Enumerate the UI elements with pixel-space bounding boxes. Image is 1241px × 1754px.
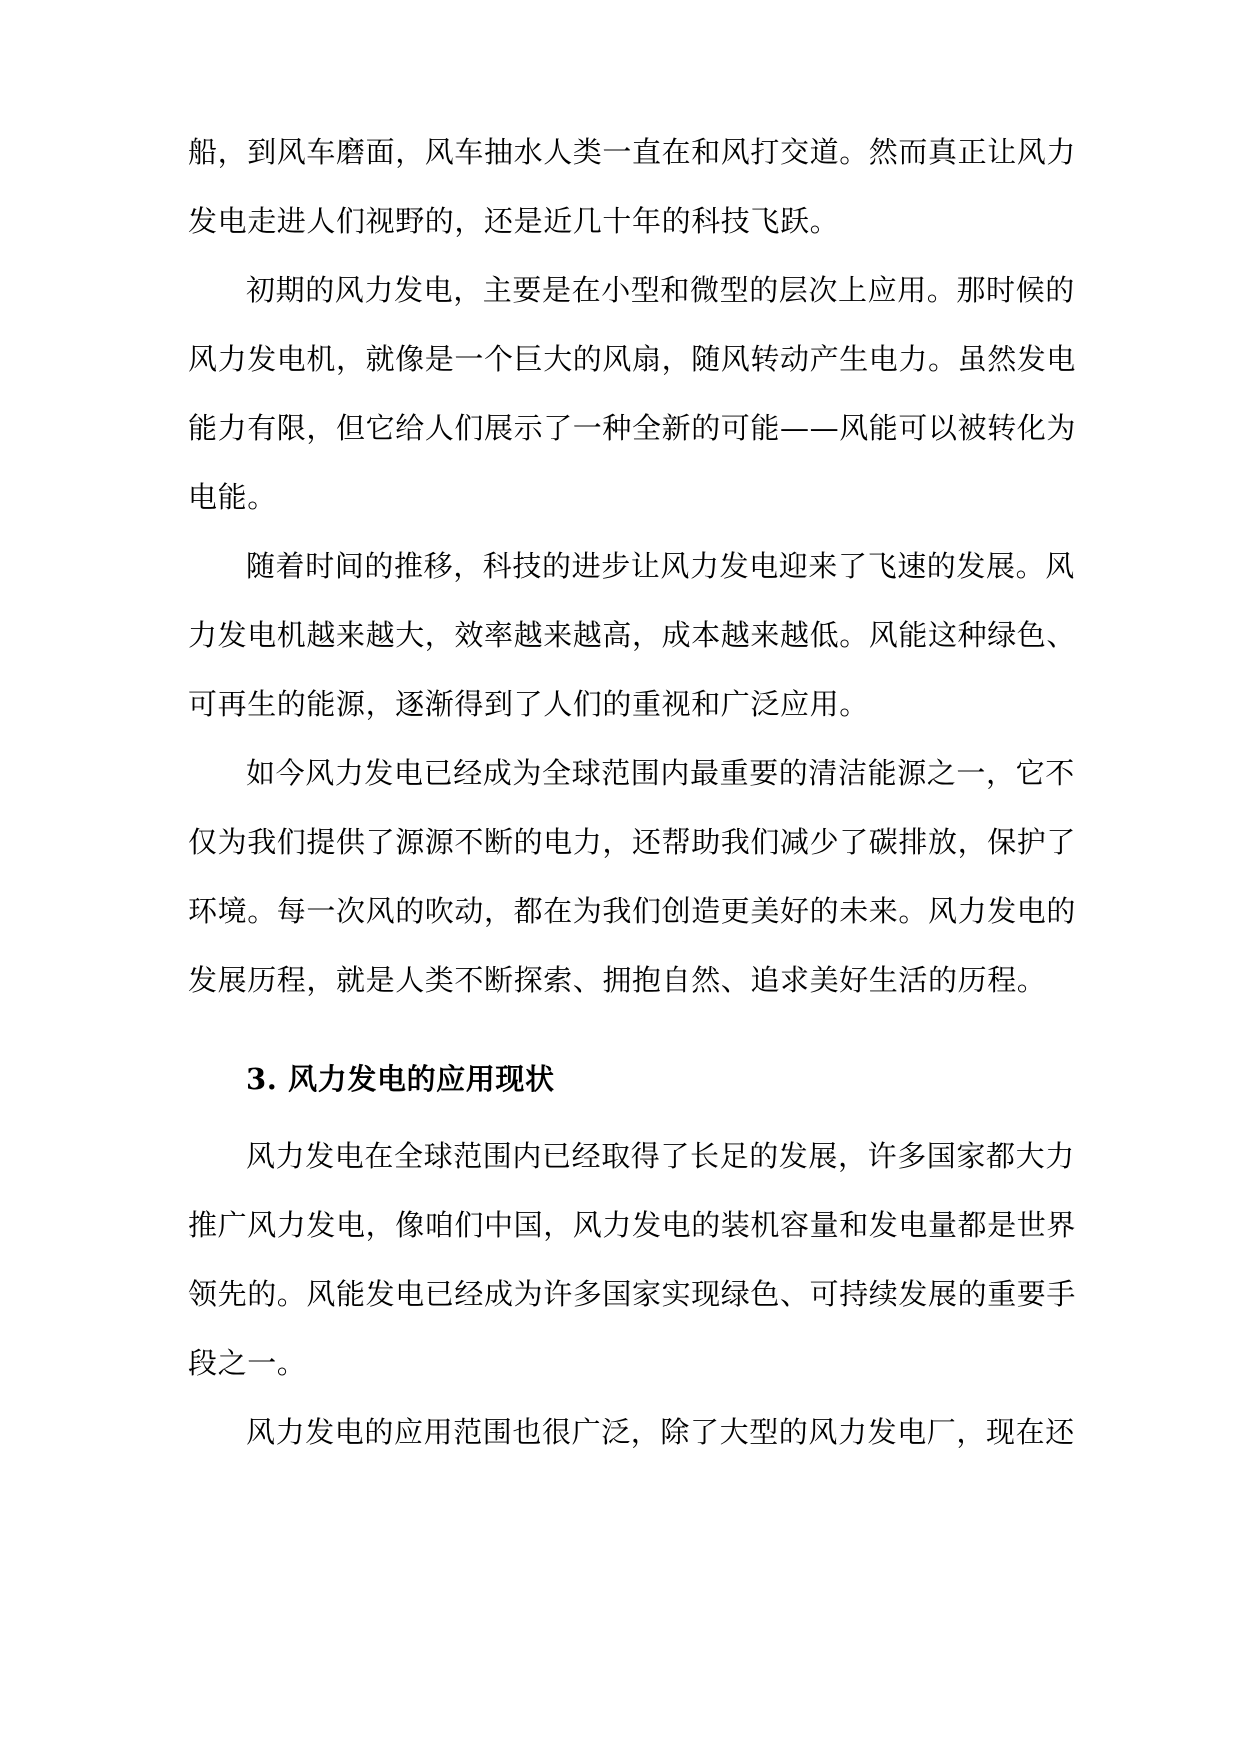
paragraph-line: 可再生的能源，逐渐得到了人们的重视和广泛应用。 [188,687,869,721]
paragraph-line: 领先的。风能发电已经成为许多国家实现绿色、可持续发展的重要手 [188,1277,1077,1311]
paragraph-line: 段之一。 [188,1346,307,1380]
paragraph-line: 初期的风力发电，主要是在小型和微型的层次上应用。那时候的 [246,273,1075,307]
paragraph-line: 如今风力发电已经成为全球范围内最重要的清洁能源之一，它不 [246,756,1075,790]
section-heading: 3. 风力发电的应用现状 [246,1062,555,1096]
paragraph-line: 环境。每一次风的吹动，都在为我们创造更美好的未来。风力发电的 [188,894,1077,928]
paragraph-line: 风力发电的应用范围也很广泛，除了大型的风力发电厂，现在还 [246,1415,1075,1449]
paragraph-line: 发电走进人们视野的，还是近几十年的科技飞跃。 [188,204,840,238]
paragraph-line: 仅为我们提供了源源不断的电力，还帮助我们减少了碳排放，保护了 [188,825,1077,859]
paragraph-line: 能力有限，但它给人们展示了一种全新的可能——风能可以被转化为 [188,411,1077,445]
paragraph-line: 风力发电机，就像是一个巨大的风扇，随风转动产生电力。虽然发电 [188,342,1077,376]
paragraph-line: 风力发电在全球范围内已经取得了长足的发展，许多国家都大力 [246,1139,1075,1173]
paragraph-line: 船，到风车磨面，风车抽水人类一直在和风打交道。然而真正让风力 [188,135,1077,169]
paragraph-line: 发展历程，就是人类不断探索、拥抱自然、追求美好生活的历程。 [188,963,1047,997]
paragraph-line: 电能。 [188,480,277,514]
paragraph-line: 力发电机越来越大，效率越来越高，成本越来越低。风能这种绿色、 [188,618,1077,652]
paragraph-line: 推广风力发电，像咱们中国，风力发电的装机容量和发电量都是世界 [188,1208,1077,1242]
paragraph-line: 随着时间的推移，科技的进步让风力发电迎来了飞速的发展。风 [246,549,1075,583]
